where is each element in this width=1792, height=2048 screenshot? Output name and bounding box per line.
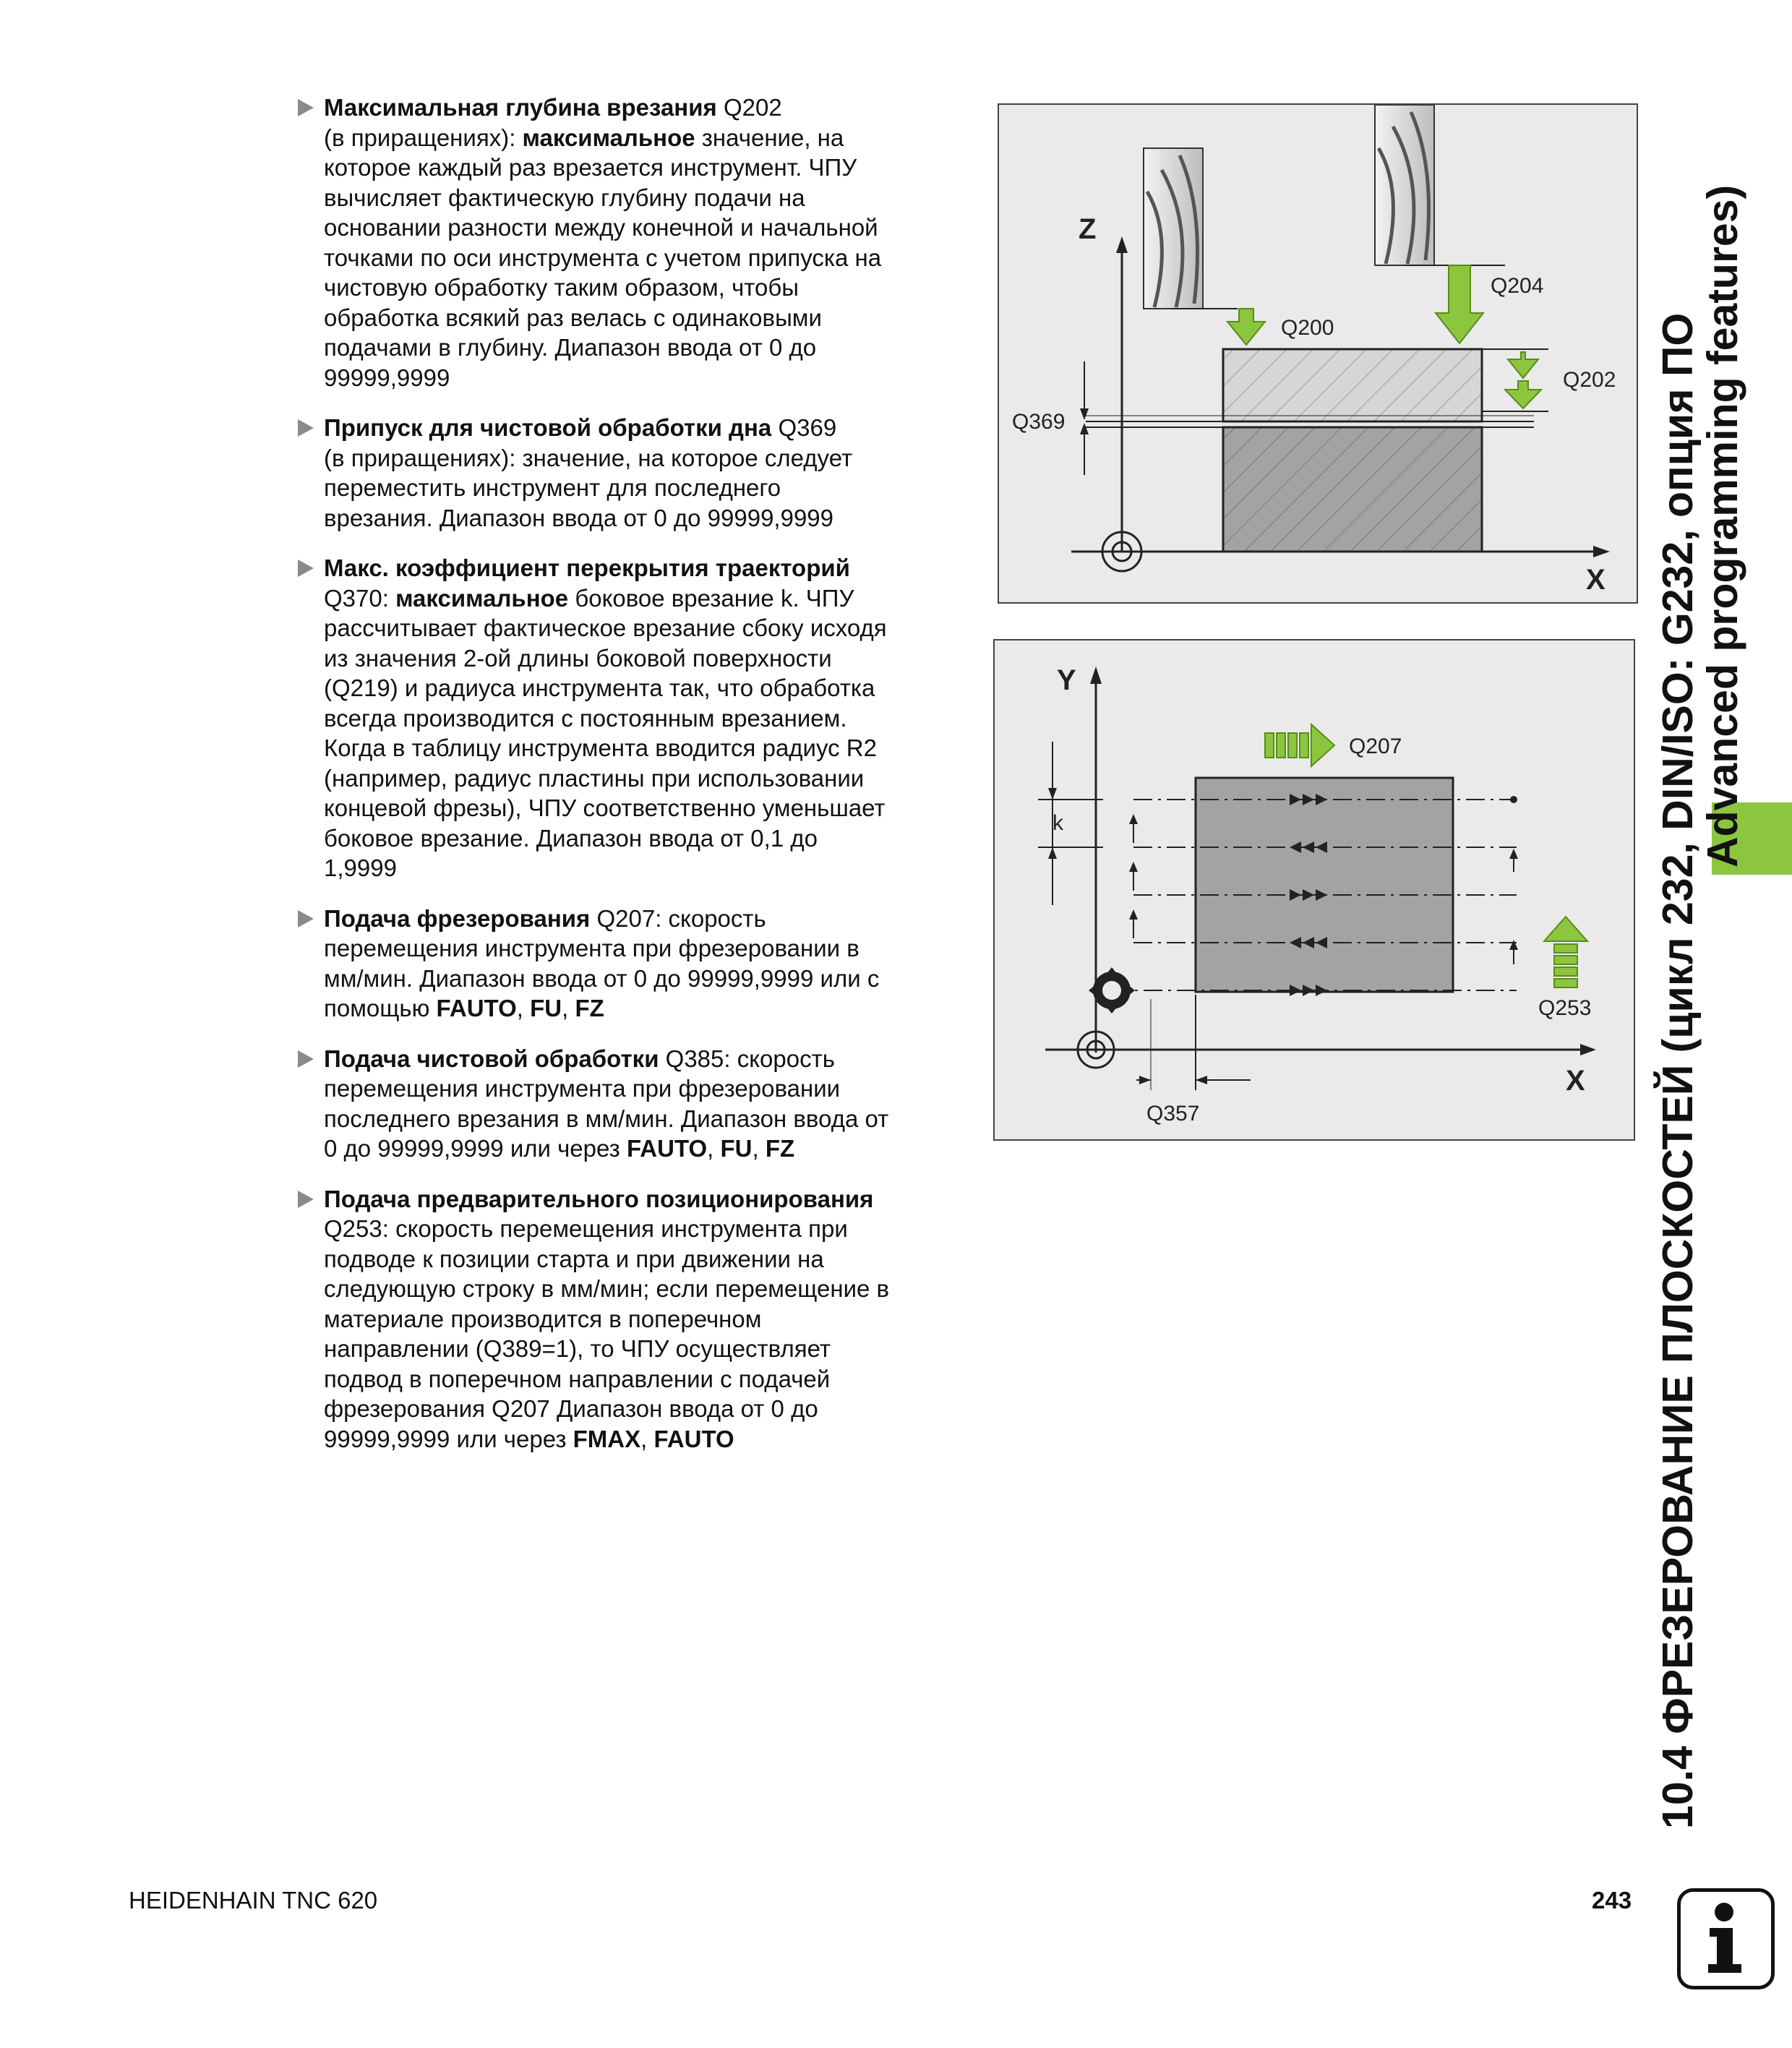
info-icon[interactable] — [1677, 1888, 1775, 1989]
section-sidebar — [1655, 94, 1757, 1829]
bullet-triangle-icon — [298, 1050, 314, 1068]
param-q385: Подача чистовой обработки Q385: скорость перемещения инструмента при фрезеровании последнего врезания в мм/мин. Диапазон ввода от 0 до 99999,9999 или через FAUTO, FU, FZ — [296, 1044, 961, 1164]
param-title: Подача чистовой обработки — [324, 1045, 659, 1072]
param-q370: Макс. коэффициент перекрытия траекторий Q370: максимальное боковое врезание k. ЧПУ рассчитывает фактическое врезание сбоку исходя из значения 2-ой длины боковой поверхности (Q219) и радиуса инструмента так, что обработка всегда производится с постоянным врезанием. Когда в таблицу инструмента вводится радиус R2 (например, радиус пластины при использовании концевой фрезы), ЧПУ соответственно уменьшает боковое врезание. Диапазон ввода от 0,1 до 1,9999 — [296, 553, 961, 883]
x-axis-label: X — [1566, 1065, 1585, 1097]
q253-label: Q253 — [1538, 996, 1592, 1020]
param-q207: Подача фрезерования Q207: скорость перемещения инструмента при фрезеровании в мм/мин. Диапазон ввода от 0 до 99999,9999 или с помощью FAUTO, FU, FZ — [296, 904, 961, 1024]
footer-brand: HEIDENHAIN TNC 620 — [129, 1887, 378, 1914]
q369-label: Q369 — [1012, 410, 1066, 434]
param-q202: Максимальная глубина врезания Q202 (в приращениях): максимальное значение, на которое каждый раз врезается инструмент. ЧПУ вычисляет фактическую глубину подачи на основании разности между конечной и начальной точками по оси инструмента с учетом припуска на чистовую обработку таким образом, чтобы обработка всякий раз велась с одинаковыми подачами в глубину. Диапазон ввода от 0 до 99999,9999 — [296, 93, 961, 393]
section-title-line2: Advanced programming features) — [1699, 184, 1746, 867]
section-title-line1: 10.4 ФРЕЗЕРОВАНИЕ ПЛОСКОСТЕЙ (цикл 232, DIN/ISO: G232, опция ПО — [1654, 312, 1702, 1829]
end-mill-tool-icon — [1144, 148, 1203, 309]
bullet-triangle-icon — [298, 99, 314, 116]
param-title: Подача фрезерования — [324, 904, 591, 932]
stock-layer — [1223, 349, 1482, 421]
bullet-triangle-icon — [298, 1191, 314, 1208]
q207-feed-arrow-icon — [1265, 724, 1334, 766]
bullet-triangle-icon — [298, 560, 314, 577]
figure-top-view — [993, 639, 1635, 1141]
param-title: Припуск для чистовой обработки дна — [324, 414, 772, 441]
q200-label: Q200 — [1281, 316, 1334, 340]
param-title: Макс. коэффициент перекрытия траекторий — [324, 554, 850, 581]
bullet-triangle-icon — [298, 910, 314, 927]
side-view-diagram — [999, 105, 1637, 602]
q202-label: Q202 — [1563, 368, 1616, 392]
q202-arrow-icon — [1505, 381, 1541, 408]
bullet-triangle-icon — [298, 419, 314, 437]
info-glyph — [1681, 1892, 1771, 1986]
q204-label: Q204 — [1491, 274, 1544, 298]
param-title: Максимальная глубина врезания — [324, 94, 717, 121]
k-label: k — [1053, 811, 1063, 835]
top-view-diagram — [995, 640, 1634, 1139]
q253-feed-arrow-icon — [1544, 917, 1587, 987]
param-title: Подача предварительного позиционирования — [324, 1185, 874, 1212]
q204-arrow-icon — [1436, 265, 1483, 343]
q207-label: Q207 — [1349, 734, 1402, 758]
param-q253: Подача предварительного позиционирования Q253: скорость перемещения инструмента при подводе к позиции старта и при движении на следующую строку в мм/мин; если перемещение в материале производится в поперечном направлении (Q389=1), то ЧПУ осуществляет подвод в поперечном направлении с подачей фрезерования Q207 Диапазон ввода от 0 до 99999,9999 или через FMAX, FAUTO — [296, 1184, 961, 1454]
q202-arrow-icon — [1508, 352, 1538, 378]
y-axis-label: Y — [1057, 664, 1076, 696]
q357-label: Q357 — [1146, 1102, 1200, 1126]
figure-side-view — [998, 103, 1638, 604]
x-axis-label: X — [1586, 564, 1605, 596]
end-mill-tool-icon — [1375, 105, 1434, 265]
z-axis-label: Z — [1079, 213, 1097, 245]
param-q369: Припуск для чистовой обработки дна Q369 (в приращениях): значение, на которое следует переместить инструмент для последнего врезания. Диапазон ввода от 0 до 99999,9999 — [296, 413, 961, 533]
q200-arrow-icon — [1227, 309, 1265, 345]
workpiece-body — [1223, 427, 1482, 552]
page-number: 243 — [1592, 1887, 1632, 1914]
parameter-list — [296, 93, 961, 1474]
workpiece-surface — [1196, 778, 1453, 992]
